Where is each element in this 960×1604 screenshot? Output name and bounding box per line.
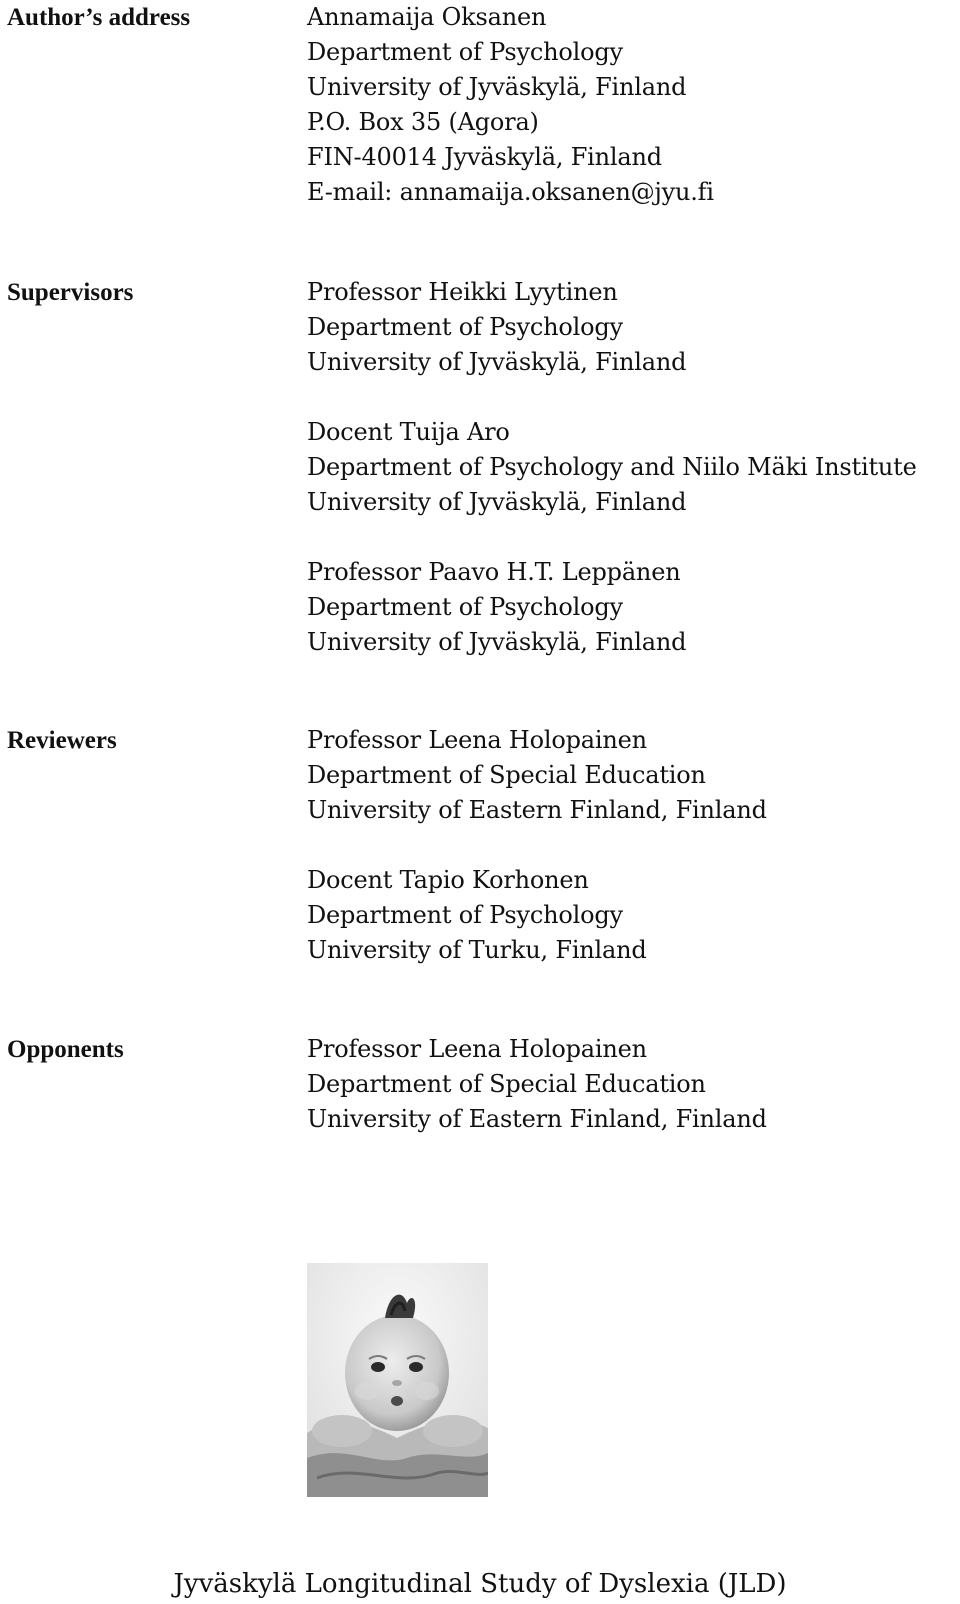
supervisor-university: University of Jyväskylä, Finland [307,348,687,376]
opponents-label: Opponents [7,1036,124,1063]
supervisor-university: University of Jyväskylä, Finland [307,488,687,516]
supervisor-department: Department of Psychology and Niilo Mäki Institute [307,453,917,481]
author-name: Annamaija Oksanen [307,3,547,31]
author-email: E-mail: annamaija.oksanen@jyu.fi [307,178,714,206]
reviewer-university: University of Eastern Finland, Finland [307,796,767,824]
reviewer-department: Department of Psychology [307,901,623,929]
opponent-name: Professor Leena Holopainen [307,1035,647,1063]
baby-photo [307,1263,488,1497]
reviewer-entry [307,723,767,828]
supervisor-entry [307,555,917,660]
opponent-university: University of Eastern Finland, Finland [307,1105,767,1133]
opponent-department: Department of Special Education [307,1070,706,1098]
supervisor-department: Department of Psychology [307,313,623,341]
opponent-entry [307,1032,767,1137]
reviewer-department: Department of Special Education [307,761,706,789]
author-address [307,0,714,210]
supervisor-name: Docent Tuija Aro [307,418,510,446]
author-postal: FIN-40014 Jyväskylä, Finland [307,143,662,171]
reviewer-university: University of Turku, Finland [307,936,647,964]
reviewer-entry [307,863,767,968]
baby-photo-drawing [307,1263,488,1497]
author-university: University of Jyväskylä, Finland [307,73,687,101]
supervisor-university: University of Jyväskylä, Finland [307,628,687,656]
reviewers-list [307,723,767,968]
reviewers-label: Reviewers [7,727,117,754]
supervisors-list [307,275,917,660]
author-label: Author’s address [7,4,191,31]
reviewer-name: Docent Tapio Korhonen [307,866,589,894]
opponents-list [307,1032,767,1137]
author-po-box: P.O. Box 35 (Agora) [307,108,539,136]
supervisor-department: Department of Psychology [307,593,623,621]
supervisors-label: Supervisors [7,279,134,306]
supervisor-name: Professor Paavo H.T. Leppänen [307,558,681,586]
supervisor-entry [307,415,917,520]
reviewer-name: Professor Leena Holopainen [307,726,647,754]
footer-study-title: Jyväskylä Longitudinal Study of Dyslexia (JLD) [173,1569,787,1599]
supervisor-entry [307,275,917,380]
supervisor-name: Professor Heikki Lyytinen [307,278,618,306]
author-department: Department of Psychology [307,38,623,66]
